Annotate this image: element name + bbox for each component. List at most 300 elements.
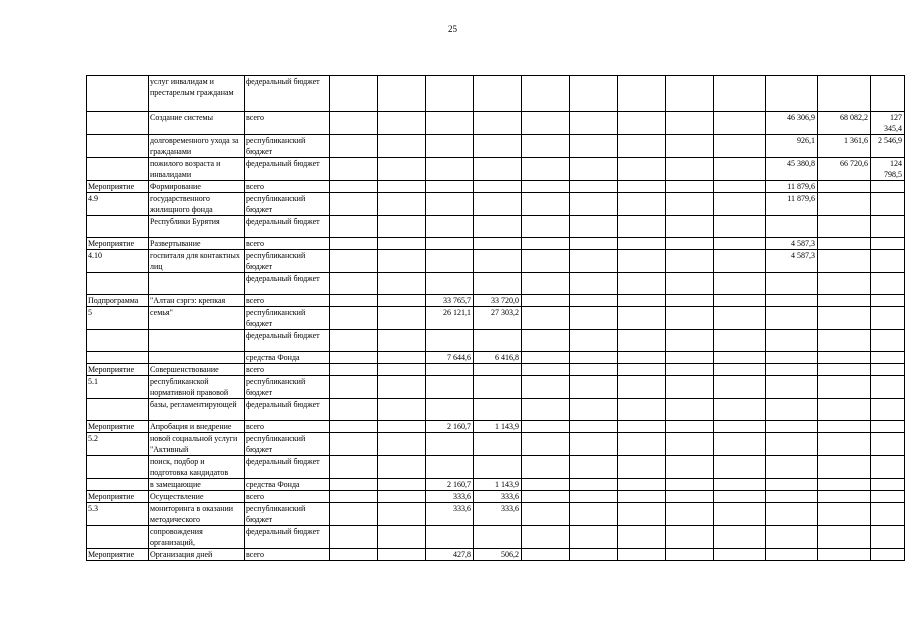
value-cell (378, 295, 426, 307)
value-cell (871, 364, 905, 376)
value-cell (618, 479, 666, 491)
value-cell (570, 273, 618, 295)
funding-source-cell: федеральный бюджет (245, 273, 330, 295)
value-cell (378, 193, 426, 216)
value-cell (618, 376, 666, 399)
value-cell (666, 352, 714, 364)
value-cell: 2 160,7 (426, 479, 474, 491)
value-cell (378, 549, 426, 561)
value-cell (766, 526, 818, 549)
value-cell (330, 307, 378, 330)
funding-source-cell: всего (245, 549, 330, 561)
table-row (87, 376, 905, 399)
funding-source-cell: федеральный бюджет (245, 216, 330, 238)
event-name-cell: "Алтан сэргэ: крепкая (149, 295, 245, 307)
table-row (87, 549, 905, 561)
funding-source-cell: республиканский бюджет (245, 433, 330, 456)
value-cell: 1 143,9 (474, 479, 522, 491)
value-cell (378, 433, 426, 456)
value-cell (378, 181, 426, 193)
value-cell: 27 303,2 (474, 307, 522, 330)
funding-source-cell: республиканский бюджет (245, 135, 330, 158)
event-name-cell: госпиталя для контактных лиц (149, 250, 245, 273)
value-cell: 46 306,9 (766, 112, 818, 135)
value-cell: 124 798,5 (871, 158, 905, 181)
value-cell (666, 491, 714, 503)
value-cell (666, 456, 714, 479)
event-number-cell: 5.1 (87, 376, 149, 399)
value-cell (618, 491, 666, 503)
value-cell (666, 193, 714, 216)
funding-source-cell: всего (245, 295, 330, 307)
value-cell (330, 364, 378, 376)
event-name-cell (149, 352, 245, 364)
event-number-cell: 5.3 (87, 503, 149, 526)
value-cell (426, 135, 474, 158)
value-cell (618, 549, 666, 561)
value-cell (714, 135, 766, 158)
value-cell (766, 273, 818, 295)
value-cell: 6 416,8 (474, 352, 522, 364)
value-cell (474, 330, 522, 352)
event-number-cell (87, 112, 149, 135)
value-cell (570, 479, 618, 491)
event-name-cell: Осуществление (149, 491, 245, 503)
value-cell (474, 216, 522, 238)
table-row (87, 273, 905, 295)
value-cell (766, 364, 818, 376)
value-cell (522, 456, 570, 479)
value-cell (818, 376, 871, 399)
table-row (87, 330, 905, 352)
value-cell (330, 376, 378, 399)
funding-source-cell: всего (245, 421, 330, 433)
value-cell (818, 216, 871, 238)
value-cell (714, 273, 766, 295)
value-cell (818, 307, 871, 330)
value-cell (522, 238, 570, 250)
value-cell (666, 112, 714, 135)
value-cell (378, 479, 426, 491)
value-cell (522, 433, 570, 456)
value-cell (818, 421, 871, 433)
value-cell (330, 250, 378, 273)
table-row (87, 421, 905, 433)
value-cell (618, 273, 666, 295)
value-cell (330, 76, 378, 112)
value-cell (474, 250, 522, 273)
value-cell (474, 135, 522, 158)
value-cell (474, 193, 522, 216)
value-cell: 33 720,0 (474, 295, 522, 307)
value-cell (666, 399, 714, 421)
value-cell (714, 549, 766, 561)
value-cell (666, 216, 714, 238)
event-number-cell (87, 526, 149, 549)
value-cell (666, 364, 714, 376)
funding-source-cell: федеральный бюджет (245, 399, 330, 421)
funding-source-cell: средства Фонда (245, 352, 330, 364)
value-cell (474, 238, 522, 250)
value-cell (474, 273, 522, 295)
value-cell (378, 307, 426, 330)
event-number-cell: 4.9 (87, 193, 149, 216)
value-cell (618, 112, 666, 135)
value-cell (666, 330, 714, 352)
value-cell (818, 273, 871, 295)
value-cell (426, 238, 474, 250)
event-number-cell (87, 135, 149, 158)
value-cell (766, 76, 818, 112)
value-cell (426, 216, 474, 238)
value-cell (618, 158, 666, 181)
value-cell (522, 330, 570, 352)
value-cell (714, 421, 766, 433)
value-cell (818, 526, 871, 549)
value-cell (666, 135, 714, 158)
table-row (87, 112, 905, 135)
value-cell (714, 479, 766, 491)
value-cell (714, 433, 766, 456)
value-cell (871, 193, 905, 216)
event-name-cell: пожилого возраста и инвалидами (149, 158, 245, 181)
value-cell (426, 76, 474, 112)
value-cell (714, 307, 766, 330)
value-cell (570, 491, 618, 503)
value-cell (330, 433, 378, 456)
value-cell (871, 181, 905, 193)
value-cell (818, 193, 871, 216)
table-row (87, 295, 905, 307)
value-cell (570, 135, 618, 158)
value-cell (766, 549, 818, 561)
value-cell (871, 273, 905, 295)
value-cell (666, 433, 714, 456)
value-cell (570, 433, 618, 456)
value-cell (570, 330, 618, 352)
value-cell (426, 526, 474, 549)
value-cell (871, 421, 905, 433)
value-cell: 11 879,6 (766, 181, 818, 193)
value-cell (570, 526, 618, 549)
value-cell (666, 526, 714, 549)
event-name-cell: Апробация и внедрение (149, 421, 245, 433)
value-cell (618, 307, 666, 330)
table-row (87, 181, 905, 193)
value-cell (766, 376, 818, 399)
value-cell (522, 181, 570, 193)
value-cell (330, 352, 378, 364)
table-row (87, 456, 905, 479)
value-cell (570, 307, 618, 330)
value-cell (570, 193, 618, 216)
value-cell (618, 364, 666, 376)
value-cell (570, 158, 618, 181)
value-cell (474, 399, 522, 421)
value-cell (666, 479, 714, 491)
value-cell (378, 526, 426, 549)
value-cell (474, 76, 522, 112)
value-cell (378, 503, 426, 526)
value-cell (522, 491, 570, 503)
value-cell (522, 376, 570, 399)
value-cell (426, 181, 474, 193)
value-cell (522, 295, 570, 307)
value-cell (871, 76, 905, 112)
funding-source-cell: всего (245, 364, 330, 376)
value-cell (618, 433, 666, 456)
table-row (87, 216, 905, 238)
value-cell (522, 399, 570, 421)
value-cell (330, 421, 378, 433)
event-name-cell (149, 330, 245, 352)
value-cell (426, 112, 474, 135)
value-cell (714, 181, 766, 193)
value-cell (666, 158, 714, 181)
value-cell (871, 456, 905, 479)
value-cell (426, 330, 474, 352)
value-cell: 1 143,9 (474, 421, 522, 433)
value-cell (570, 216, 618, 238)
value-cell (618, 421, 666, 433)
value-cell (474, 456, 522, 479)
value-cell (474, 433, 522, 456)
table-row (87, 193, 905, 216)
value-cell (426, 456, 474, 479)
value-cell (522, 273, 570, 295)
event-name-cell: Организация дней (149, 549, 245, 561)
table-row (87, 399, 905, 421)
value-cell (570, 352, 618, 364)
event-name-cell: государственного жилищного фонда (149, 193, 245, 216)
table-row (87, 135, 905, 158)
value-cell (522, 216, 570, 238)
value-cell (330, 193, 378, 216)
value-cell (618, 352, 666, 364)
event-name-cell: семья" (149, 307, 245, 330)
value-cell (522, 549, 570, 561)
value-cell (766, 456, 818, 479)
funding-source-cell: федеральный бюджет (245, 456, 330, 479)
value-cell (618, 526, 666, 549)
value-cell (871, 399, 905, 421)
value-cell (570, 364, 618, 376)
value-cell (330, 295, 378, 307)
value-cell (714, 112, 766, 135)
event-name-cell: республиканской нормативной правовой (149, 376, 245, 399)
value-cell (714, 376, 766, 399)
value-cell: 4 587,3 (766, 238, 818, 250)
value-cell: 45 380,8 (766, 158, 818, 181)
value-cell (474, 158, 522, 181)
event-number-cell: 4.10 (87, 250, 149, 273)
value-cell (871, 352, 905, 364)
event-number-cell: Подпрограмма (87, 295, 149, 307)
funding-source-cell: всего (245, 181, 330, 193)
value-cell (570, 421, 618, 433)
event-number-cell (87, 330, 149, 352)
event-number-cell: Мероприятие (87, 549, 149, 561)
value-cell (330, 503, 378, 526)
value-cell (378, 112, 426, 135)
value-cell (818, 399, 871, 421)
value-cell: 1 361,6 (818, 135, 871, 158)
value-cell (818, 433, 871, 456)
value-cell: 333,6 (474, 491, 522, 503)
value-cell (666, 181, 714, 193)
event-number-cell (87, 479, 149, 491)
event-number-cell: Мероприятие (87, 181, 149, 193)
event-number-cell: Мероприятие (87, 238, 149, 250)
value-cell (666, 250, 714, 273)
value-cell (522, 364, 570, 376)
value-cell (818, 479, 871, 491)
value-cell (818, 352, 871, 364)
event-number-cell: 5.2 (87, 433, 149, 456)
value-cell (666, 376, 714, 399)
funding-source-cell: республиканский бюджет (245, 307, 330, 330)
table-row (87, 352, 905, 364)
table-row (87, 433, 905, 456)
value-cell (618, 135, 666, 158)
value-cell (522, 352, 570, 364)
value-cell (378, 238, 426, 250)
value-cell (714, 491, 766, 503)
value-cell (378, 158, 426, 181)
value-cell (618, 456, 666, 479)
value-cell (871, 238, 905, 250)
value-cell (871, 503, 905, 526)
value-cell (474, 112, 522, 135)
event-number-cell (87, 352, 149, 364)
value-cell (871, 491, 905, 503)
value-cell (871, 295, 905, 307)
event-number-cell: Мероприятие (87, 421, 149, 433)
value-cell (330, 238, 378, 250)
value-cell (666, 421, 714, 433)
event-number-cell (87, 399, 149, 421)
event-number-cell: Мероприятие (87, 491, 149, 503)
value-cell (378, 491, 426, 503)
value-cell (766, 503, 818, 526)
value-cell (378, 421, 426, 433)
event-name-cell: мониторинга в оказании методического (149, 503, 245, 526)
value-cell (330, 399, 378, 421)
value-cell (522, 503, 570, 526)
value-cell (522, 112, 570, 135)
value-cell: 333,6 (426, 503, 474, 526)
value-cell (666, 549, 714, 561)
value-cell (378, 399, 426, 421)
value-cell (818, 456, 871, 479)
value-cell (330, 526, 378, 549)
value-cell (714, 352, 766, 364)
event-name-cell: Формирование (149, 181, 245, 193)
value-cell (871, 433, 905, 456)
event-number-cell: Мероприятие (87, 364, 149, 376)
value-cell (570, 549, 618, 561)
value-cell: 333,6 (474, 503, 522, 526)
value-cell (714, 76, 766, 112)
value-cell (666, 273, 714, 295)
value-cell (871, 330, 905, 352)
value-cell: 4 587,3 (766, 250, 818, 273)
value-cell (378, 273, 426, 295)
value-cell (766, 399, 818, 421)
value-cell: 66 720,6 (818, 158, 871, 181)
value-cell (618, 330, 666, 352)
value-cell: 68 082,2 (818, 112, 871, 135)
value-cell (666, 307, 714, 330)
value-cell (618, 503, 666, 526)
value-cell (766, 433, 818, 456)
value-cell (378, 352, 426, 364)
value-cell (618, 295, 666, 307)
value-cell (714, 503, 766, 526)
value-cell (330, 181, 378, 193)
value-cell (714, 158, 766, 181)
value-cell (426, 364, 474, 376)
value-cell (871, 479, 905, 491)
value-cell (618, 399, 666, 421)
value-cell (714, 399, 766, 421)
event-number-cell: 5 (87, 307, 149, 330)
value-cell (426, 250, 474, 273)
value-cell (618, 250, 666, 273)
event-number-cell (87, 456, 149, 479)
value-cell (522, 526, 570, 549)
event-name-cell (149, 273, 245, 295)
event-number-cell (87, 216, 149, 238)
value-cell (666, 76, 714, 112)
value-cell (714, 193, 766, 216)
table-row (87, 526, 905, 549)
value-cell (871, 307, 905, 330)
value-cell (330, 479, 378, 491)
value-cell (570, 112, 618, 135)
value-cell: 11 879,6 (766, 193, 818, 216)
value-cell (766, 216, 818, 238)
value-cell (330, 135, 378, 158)
event-number-cell (87, 273, 149, 295)
value-cell (766, 295, 818, 307)
event-name-cell: услуг инвалидам и престарелым гражданам (149, 76, 245, 112)
value-cell (570, 295, 618, 307)
value-cell: 2 160,7 (426, 421, 474, 433)
value-cell (474, 364, 522, 376)
value-cell (766, 491, 818, 503)
value-cell (378, 330, 426, 352)
value-cell (570, 238, 618, 250)
value-cell (618, 193, 666, 216)
event-name-cell: Совершенствование (149, 364, 245, 376)
event-name-cell: в замещающие (149, 479, 245, 491)
table-row (87, 158, 905, 181)
value-cell (714, 216, 766, 238)
value-cell (378, 135, 426, 158)
value-cell (378, 250, 426, 273)
value-cell (871, 376, 905, 399)
value-cell (426, 273, 474, 295)
value-cell (330, 456, 378, 479)
value-cell (871, 216, 905, 238)
value-cell (474, 181, 522, 193)
value-cell (570, 456, 618, 479)
value-cell (766, 330, 818, 352)
value-cell (766, 421, 818, 433)
value-cell (378, 216, 426, 238)
value-cell (570, 250, 618, 273)
